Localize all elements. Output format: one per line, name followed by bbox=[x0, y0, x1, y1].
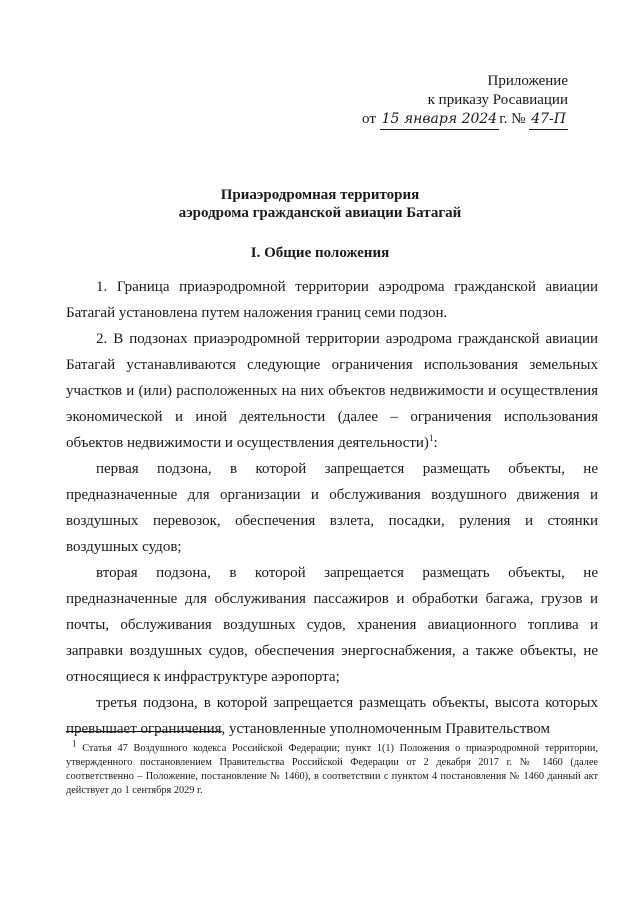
paragraph-2: 2. В подзонах приаэродромной территории аэродрома гражданской авиации Батагай устанавливаются следующие ограничения использования земельных участков и (или) расположенных на них объектов недвижимости и осуществления экономической и иной деятельности (далее – ограничения использования объектов недвижимости и осуществления деятельности)$^1$: bbox=[66, 331, 598, 451]
appendix-title: Приложение bbox=[487, 73, 568, 89]
section-heading: I. Общие положения bbox=[250, 245, 390, 261]
title-line-2: аэродрома гражданской авиации Батагай bbox=[178, 205, 462, 221]
footnote-divider bbox=[66, 731, 222, 732]
paragraph-subzone-1: первая подзона, в которой запрещается размещать объекты, не предназначенные для организации и обслуживания воздушного движения и воздушных перевозок, обеспечения взлета, посадки, руления и стоянки воздушных судов; bbox=[66, 461, 598, 555]
year-suffix: г. bbox=[499, 111, 508, 127]
footnote-text: Статья 47 Воздушного кодекса Российской Федерации; пункт 1(1) Положения о приаэродромной территории, утвержденного постановлением Правительства Российской Федерации от 2 декабря 2017 г. № 1460 (далее соответственно – Положение, постановление № 1460), в соответствии с пунктом 4 постановления № 1460 данный акт действует до 1 сентября 2029 г. bbox=[66, 743, 599, 796]
appendix-order-ref: к приказу Росавиации bbox=[427, 92, 568, 108]
footnote-ref: 1 bbox=[428, 433, 434, 443]
paragraph-subzone-3: третья подзона, в которой запрещается размещать объекты, высота которых превышает ограничения, установленные уполномоченным Правительством bbox=[66, 695, 598, 737]
footnote-marker: 1 bbox=[72, 738, 77, 749]
document-body bbox=[66, 274, 598, 742]
document-title bbox=[0, 186, 640, 222]
footnote bbox=[66, 738, 599, 798]
handwritten-date: 15 января 2024 bbox=[380, 110, 500, 130]
paragraph-subzone-2: вторая подзона, в которой запрещается размещать объекты, не предназначенные для обслуживания пассажиров и обработки багажа, грузов и почты, обслуживания воздушных судов, хранения авиационного топлива и заправки воздушных судов, обеспечения энергоснабжения, а также объекты, не относящиеся к инфраструктуре аэропорта; bbox=[66, 565, 598, 685]
number-label: № bbox=[511, 111, 526, 127]
date-prefix: от bbox=[362, 111, 376, 127]
title-line-1: Приаэродромная территория bbox=[220, 187, 420, 203]
paragraph-1: 1. Граница приаэродромной территории аэродрома гражданской авиации Батагай установлена путем наложения границ семи подзон. bbox=[66, 279, 598, 321]
handwritten-number: 47-П bbox=[529, 110, 568, 130]
appendix-block bbox=[362, 72, 568, 130]
appendix-date-line bbox=[362, 110, 568, 130]
